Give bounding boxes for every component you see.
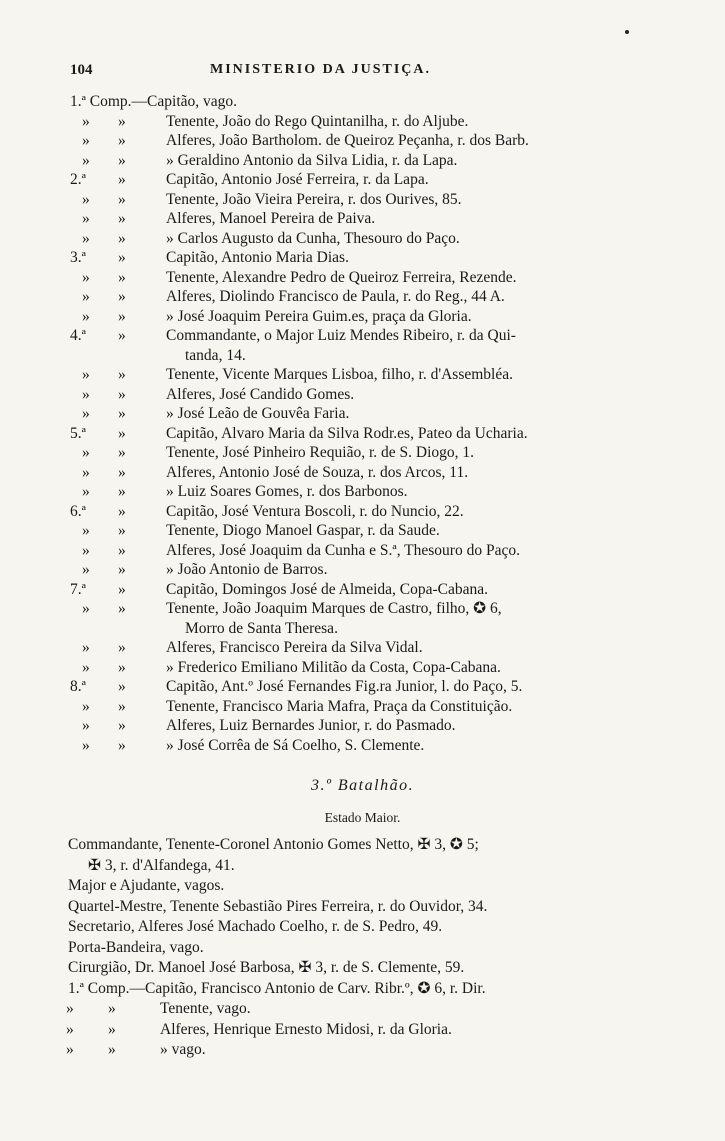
roster-ditto-mark: » [118, 522, 126, 539]
roster-line [0, 463, 725, 483]
roster-entry-text: Tenente, Diogo Manoel Gaspar, r. da Saude. [166, 522, 440, 539]
roster-line [0, 658, 725, 678]
roster-ditto-mark: » [118, 151, 126, 169]
roster-entry-text: Tenente, João Vieira Pereira, r. dos Ourives, 85. [166, 190, 462, 208]
roster-line [0, 482, 725, 502]
roster-company-number: » [82, 112, 90, 130]
roster-entry-text: Capitão, Antonio Maria Dias. [166, 249, 349, 266]
roster-company-number: » [82, 190, 90, 208]
staff-line [0, 917, 725, 938]
roster-line [0, 346, 725, 366]
roster-ditto-mark: » [118, 736, 126, 754]
roster-line [0, 131, 725, 151]
subsection-title: Estado Maior. [324, 810, 401, 825]
roster-line [0, 287, 725, 307]
roster-line [0, 385, 725, 405]
staff-ditto-mark: » [108, 1020, 116, 1038]
staff-list [0, 835, 725, 1061]
roster-ditto-mark: » [118, 268, 126, 286]
roster-company-number: » [82, 405, 90, 422]
roster-entry-text: Tenente, José Pinheiro Requião, r. de S. Diogo, 1. [166, 444, 475, 461]
section-title: 3.º Batalhão. [310, 777, 415, 794]
roster-ditto-mark: » [118, 405, 126, 422]
roster-line [0, 677, 725, 697]
roster-company-number: » [82, 385, 90, 403]
staff-line [0, 1020, 725, 1041]
staff-ditto-mark: » [108, 1041, 116, 1058]
roster-ditto-mark: » [118, 288, 126, 305]
roster-entry-text: » Carlos Augusto da Cunha, Thesouro do Paço. [166, 229, 460, 247]
roster-line [0, 580, 725, 600]
roster-company-number: » [82, 697, 90, 715]
roster-ditto-mark: » [118, 171, 126, 188]
page-header [70, 62, 670, 84]
roster-company-number: 7.ª [70, 580, 86, 598]
roster-line [0, 638, 725, 658]
roster-entry-text: » João Antonio de Barros. [166, 561, 328, 578]
roster-line [0, 541, 725, 561]
roster-entry-text: » José Corrêa de Sá Coelho, S. Clemente. [166, 736, 425, 754]
roster-ditto-mark: » [118, 112, 126, 130]
roster-entry-text: Alferes, João Bartholom. de Queiroz Peçanha, r. dos Barb. [166, 132, 529, 149]
roster-company-number: » [82, 268, 90, 286]
roster-ditto-mark: » [118, 249, 126, 266]
roster-line [0, 92, 725, 112]
staff-entry-text: ✠ 3, r. d'Alfandega, 41. [88, 856, 235, 874]
staff-ditto-mark: » [66, 1041, 74, 1058]
roster-line [0, 560, 725, 580]
roster-entry-text: Commandante, o Major Luiz Mendes Ribeiro, r. da Qui- [166, 327, 516, 344]
running-head: MINISTERIO DA JUSTIÇA. [210, 62, 431, 77]
roster-ditto-mark: » [118, 541, 126, 559]
roster-line [0, 170, 725, 190]
roster-company-number: » [82, 541, 90, 559]
roster-entry-text: Alferes, Diolindo Francisco de Paula, r. do Reg., 44 A. [166, 288, 505, 305]
roster-company-number: » [82, 444, 90, 461]
roster-ditto-mark: » [118, 639, 126, 656]
roster-company-number: » [82, 463, 90, 481]
roster-company-number: » [82, 307, 90, 325]
roster-line [0, 229, 725, 249]
roster-entry-text: Capitão, Ant.º José Fernandes Fig.ra Junior, l. do Paço, 5. [166, 678, 523, 695]
roster-ditto-mark: » [118, 678, 126, 695]
roster-ditto-mark: » [118, 580, 126, 598]
roster-entry-text: » José Joaquim Pereira Guim.es, praça da Gloria. [166, 307, 472, 325]
roster-company-number: 2.ª [70, 171, 86, 188]
staff-line [0, 835, 725, 856]
roster-company-number: » [82, 210, 90, 227]
roster-ditto-mark: » [118, 327, 126, 344]
roster-entry-text: Alferes, José Joaquim da Cunha e S.ª, Thesouro do Paço. [166, 541, 520, 559]
roster-line [0, 716, 725, 736]
roster-ditto-mark: » [118, 444, 126, 461]
roster-ditto-mark: » [118, 502, 126, 520]
staff-entry-text: » vago. [160, 1041, 206, 1058]
roster-entry-text: Capitão, Antonio José Ferreira, r. da Lapa. [166, 171, 429, 188]
staff-entry-text: 1.ª Comp.—Capitão, Francisco Antonio de Carv. Ribr.º, ✪ 6, r. Dir. [68, 979, 486, 997]
roster-company-number: » [82, 639, 90, 656]
roster-line [0, 619, 725, 639]
staff-entry-text: Secretario, Alferes José Machado Coelho, r. de S. Pedro, 49. [68, 918, 443, 935]
roster-line [0, 112, 725, 132]
roster-entry-text: Tenente, Alexandre Pedro de Queiroz Ferreira, Rezende. [166, 268, 517, 286]
roster-line [0, 443, 725, 463]
roster-company-number: » [82, 736, 90, 754]
roster-entry-text: Tenente, João do Rego Quintanilha, r. do Aljube. [166, 112, 469, 130]
roster-entry-text: Capitão, Domingos José de Almeida, Copa-Cabana. [166, 580, 488, 598]
roster-entry-text: » José Leão de Gouvêa Faria. [166, 405, 350, 422]
staff-line [0, 958, 725, 979]
roster-line [0, 268, 725, 288]
roster-ditto-mark: » [118, 424, 126, 442]
staff-entry-text: Cirurgião, Dr. Manoel José Barbosa, ✠ 3, r. de S. Clemente, 59. [68, 959, 465, 976]
roster-entry-text: Alferes, Luiz Bernardes Junior, r. do Pasmado. [166, 717, 456, 734]
roster-entry-text: » Frederico Emiliano Militão da Costa, Copa-Cabana. [166, 658, 501, 676]
staff-line [0, 1040, 725, 1061]
roster-ditto-mark: » [118, 132, 126, 149]
roster-entry-text: Tenente, João Joaquim Marques de Castro, filho, ✪ 6, [166, 600, 502, 617]
roster-company-number: 3.ª [70, 249, 86, 266]
roster-company-number: » [82, 151, 90, 169]
roster-company-number: » [82, 229, 90, 247]
staff-ditto-mark: » [66, 1000, 74, 1017]
roster-line [0, 307, 725, 327]
staff-entry-text: Major e Ajudante, vagos. [68, 877, 225, 894]
roster-ditto-mark: » [118, 307, 126, 325]
roster-line [0, 209, 725, 229]
staff-line [0, 876, 725, 897]
roster-ditto-mark: » [118, 229, 126, 247]
roster-line [0, 190, 725, 210]
roster-entry-text: » Geraldino Antonio da Silva Lidia, r. da Lapa. [166, 151, 458, 169]
roster-company-number: » [82, 600, 90, 617]
roster-entry-text: Capitão, José Ventura Boscoli, r. do Nuncio, 22. [166, 502, 464, 520]
staff-ditto-mark: » [66, 1020, 74, 1038]
roster-ditto-mark: » [118, 717, 126, 734]
roster-ditto-mark: » [118, 658, 126, 676]
roster-line [0, 404, 725, 424]
roster-ditto-mark: » [118, 463, 126, 481]
staff-entry-text: Quartel-Mestre, Tenente Sebastião Pires Ferreira, r. do Ouvidor, 34. [68, 897, 488, 915]
staff-entry-text: Tenente, vago. [160, 1000, 251, 1017]
roster-entry-text: tanda, 14. [185, 346, 246, 364]
roster-ditto-mark: » [118, 697, 126, 715]
roster-entry-text: Alferes, Francisco Pereira da Silva Vidal. [166, 639, 423, 656]
roster-company-number: » [82, 522, 90, 539]
roster-entry-text: Alferes, José Candido Gomes. [166, 385, 355, 403]
roster-line [0, 326, 725, 346]
roster-line [0, 424, 725, 444]
page-number: 104 [70, 62, 93, 78]
roster-line [0, 599, 725, 619]
roster-ditto-mark: » [118, 385, 126, 403]
roster-ditto-mark: » [118, 366, 126, 383]
battalion-roster [0, 92, 725, 755]
roster-company-number: » [82, 366, 90, 383]
roster-entry-text: Morro de Santa Theresa. [185, 619, 338, 637]
roster-entry-text: Capitão, Alvaro Maria da Silva Rodr.es, Pateo da Ucharia. [166, 424, 528, 442]
staff-line [0, 897, 725, 918]
roster-line [0, 365, 725, 385]
roster-company-number: 5.ª [70, 424, 86, 442]
roster-entry-text: Tenente, Francisco Maria Mafra, Praça da Constituição. [166, 697, 513, 715]
staff-line [0, 979, 725, 1000]
roster-ditto-mark: » [118, 600, 126, 617]
roster-ditto-mark: » [118, 483, 126, 500]
roster-company-number: » [82, 132, 90, 149]
staff-entry-text: Alferes, Henrique Ernesto Midosi, r. da Gloria. [160, 1020, 452, 1038]
roster-entry-text: » Luiz Soares Gomes, r. dos Barbonos. [166, 483, 408, 500]
roster-company-number: » [82, 288, 90, 305]
staff-ditto-mark: » [108, 1000, 116, 1017]
roster-line [0, 697, 725, 717]
roster-line [0, 248, 725, 268]
roster-company-number: » [82, 717, 90, 734]
staff-line [0, 856, 725, 877]
ink-speck [625, 30, 629, 34]
roster-company-number: » [82, 561, 90, 578]
roster-ditto-mark: » [118, 190, 126, 208]
staff-entry-text: Commandante, Tenente-Coronel Antonio Gomes Netto, ✠ 3, ✪ 5; [68, 836, 479, 853]
roster-line [0, 502, 725, 522]
roster-entry-text: Alferes, Antonio José de Souza, r. dos Arcos, 11. [166, 463, 469, 481]
staff-line [0, 938, 725, 959]
roster-ditto-mark: » [118, 210, 126, 227]
staff-line [0, 999, 725, 1020]
roster-line [0, 736, 725, 756]
roster-company-number: » [82, 658, 90, 676]
roster-ditto-mark: » [118, 561, 126, 578]
roster-company-number: 4.ª [70, 327, 86, 344]
roster-entry-text: Tenente, Vicente Marques Lisboa, filho, r. d'Assembléa. [166, 366, 513, 383]
roster-line [0, 151, 725, 171]
roster-company-heading: 1.ª Comp.—Capitão, vago. [70, 93, 238, 110]
roster-line [0, 521, 725, 541]
roster-company-number: 6.ª [70, 502, 86, 520]
roster-company-number: » [82, 483, 90, 500]
staff-entry-text: Porta-Bandeira, vago. [68, 938, 204, 956]
roster-entry-text: Alferes, Manoel Pereira de Paiva. [166, 210, 376, 227]
roster-company-number: 8.ª [70, 678, 86, 695]
